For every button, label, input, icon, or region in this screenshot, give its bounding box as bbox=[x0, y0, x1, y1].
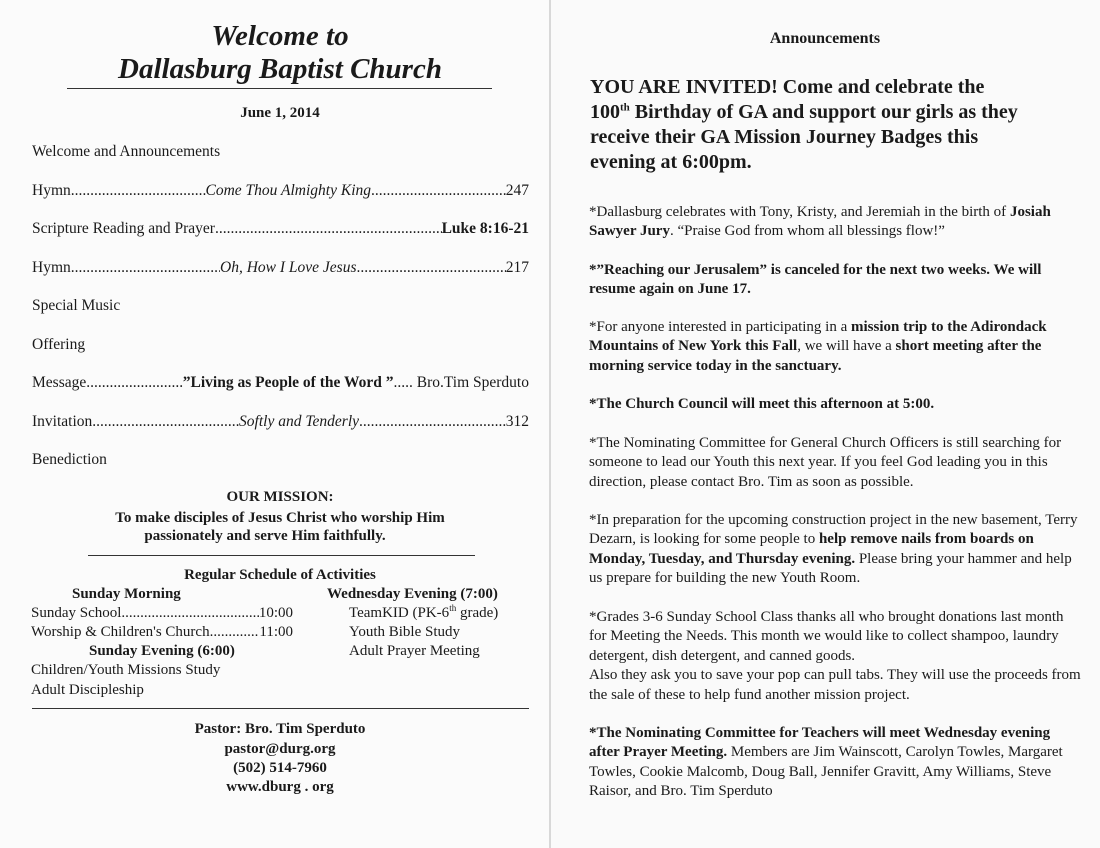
nominating-announcement: *The Nominating Committee for General Church Officers is still searching for someone to lead our Youth this next year. If you feel God leading you in this direction, please contact Bro. Tim as soon as possible. bbox=[589, 435, 1062, 490]
mission-line-2: passionately and serve Him faithfully. bbox=[144, 528, 386, 544]
service-special-music: Special Music bbox=[32, 297, 121, 314]
church-website: www.dburg . org bbox=[226, 779, 334, 795]
council-announcement: *The Church Council will meet this afternoon at 5:00. bbox=[589, 396, 935, 412]
wednesday-item-3: Adult Prayer Meeting bbox=[349, 643, 480, 659]
mission-divider bbox=[88, 555, 475, 556]
title-line-2: Dallasburg Baptist Church bbox=[118, 53, 442, 85]
contact-divider bbox=[32, 708, 529, 709]
service-hymn-1: Hymn ..... Come Thou Almighty King ..... 247 bbox=[32, 182, 529, 200]
pastor-name: Pastor: Bro. Tim Sperduto bbox=[194, 721, 366, 737]
service-benediction: Benediction bbox=[32, 451, 107, 468]
sunday-school-row: Sunday School ..... 10:00 bbox=[31, 605, 293, 622]
invitation-announcement: YOU ARE INVITED! Come and celebrate the 100th Birthday of GA and support our girls as they receive their GA Mission Journey Badges this evening at 6:00pm. bbox=[590, 76, 1018, 173]
sunday-evening-item-2: Adult Discipleship bbox=[31, 682, 144, 698]
wednesday-heading: Wednesday Evening (7:00) bbox=[327, 586, 498, 602]
schedule-heading: Regular Schedule of Activities bbox=[184, 567, 376, 583]
service-scripture: Scripture Reading and Prayer ..... Luke 8:16-21 bbox=[32, 220, 529, 238]
service-hymn-2: Hymn ..... Oh, How I Love Jesus ..... 217 bbox=[32, 259, 529, 277]
sunday-morning-heading: Sunday Morning bbox=[72, 586, 181, 602]
title-divider bbox=[67, 88, 492, 89]
mission-line-1: To make disciples of Jesus Christ who worship Him bbox=[115, 510, 445, 526]
teachers-announcement: *The Nominating Committee for Teachers will meet Wednesday evening after Prayer Meeting. Members are Jim Wainscott, Carolyn Towles, Margaret Towles, Cookie Malcomb, Doug Ball, Jennifer Gravitt, Amy Williams, Steve Raisor, and Bro. Tim Sperduto bbox=[589, 725, 1063, 800]
mission-heading: OUR MISSION: bbox=[226, 489, 334, 505]
pastor-email: pastor@durg.org bbox=[224, 741, 336, 757]
service-welcome: Welcome and Announcements bbox=[32, 143, 221, 160]
service-invitation: Invitation ..... Softly and Tenderly ..... 312 bbox=[32, 413, 529, 431]
church-phone: (502) 514-7960 bbox=[233, 760, 327, 776]
worship-row: Worship & Children's Church ..... 11:00 bbox=[31, 624, 293, 641]
birth-announcement: *Dallasburg celebrates with Tony, Kristy, and Jeremiah in the birth of Josiah Sawyer Jury. “Praise God from whom all blessings flow!” bbox=[589, 204, 1051, 240]
service-message: Message ..... ”Living as People of the Word ” ..... Bro.Tim Sperduto bbox=[32, 374, 529, 392]
sunday-evening-heading: Sunday Evening (6:00) bbox=[89, 643, 235, 659]
service-offering: Offering bbox=[32, 336, 86, 353]
wednesday-item-1: TeamKID (PK-6th grade) bbox=[349, 603, 499, 621]
jerusalem-announcement: *”Reaching our Jerusalem” is canceled for the next two weeks. We will resume again on June 17. bbox=[589, 262, 1042, 298]
title-line-1: Welcome to bbox=[211, 20, 349, 52]
construction-announcement: *In preparation for the upcoming construction project in the new basement, Terry Dezarn, is looking for some people to help remove nails from boards on Monday, Tuesday, and Thursday evening. Please bring your hammer and help us prepare for building the new Youth Room. bbox=[589, 512, 1078, 587]
mission-trip-announcement: *For anyone interested in participating in a mission trip to the Adirondack Mountains of New York this Fall, we will have a short meeting after the morning service today in the sanctuary. bbox=[589, 319, 1047, 374]
wednesday-item-2: Youth Bible Study bbox=[349, 624, 461, 640]
announcements-heading: Announcements bbox=[769, 30, 881, 47]
sunday-evening-item-1: Children/Youth Missions Study bbox=[31, 662, 221, 678]
grades-announcement: *Grades 3-6 Sunday School Class thanks all who brought donations last month for Meeting the Needs. This month we would like to collect shampoo, laundry detergent, dish detergent, and canned goods. Also they ask you to save your pop can pull tabs. They will use the proceeds from the sale of these to help fund another mission project. bbox=[589, 609, 1081, 703]
bulletin-date: June 1, 2014 bbox=[240, 105, 320, 121]
